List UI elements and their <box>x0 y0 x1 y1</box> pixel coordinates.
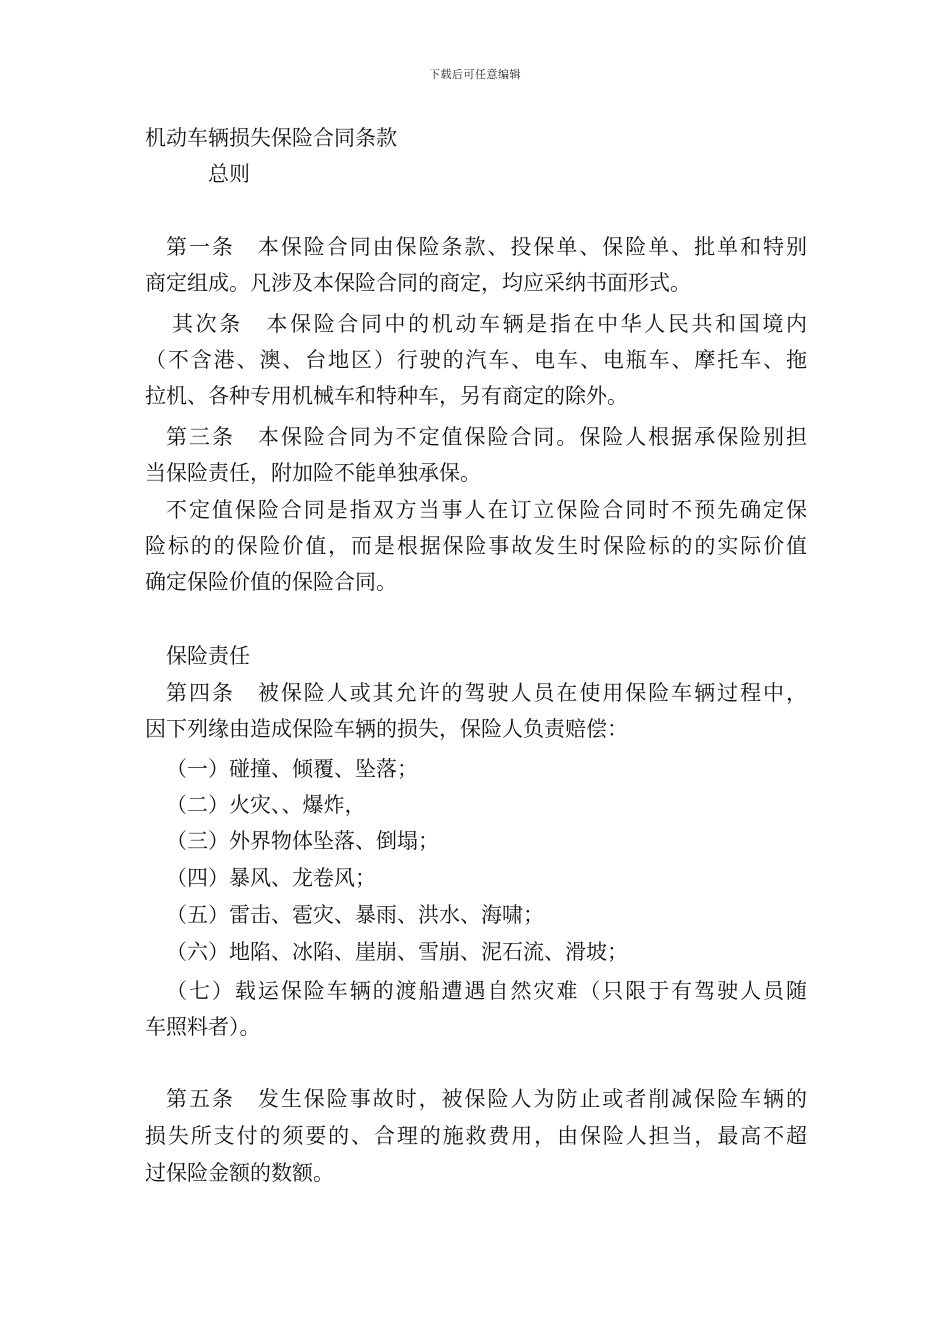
article-1-line-2: 商定组成。凡涉及本保险合同的商定，均应采纳书面形式。 <box>145 271 691 295</box>
list-item: （四）暴风、龙卷风； <box>166 866 376 890</box>
article-1-line-1: 第一条 本保险合同由保险条款、投保单、保险单、批单和特别 <box>166 235 807 259</box>
list-item: （六）地陷、冰陷、崖崩、雪崩、泥石流、滑坡； <box>166 940 628 964</box>
article-5-line-2: 损失所支付的须要的、合理的施救费用，由保险人担当，最高不超 <box>145 1124 807 1148</box>
article-2-line-3: 拉机、各种专用机械车和特种车，另有商定的除外。 <box>145 384 628 408</box>
article-3-para-2-line-2: 险标的的保险价值，而是根据保险事故发生时保险标的的实际价值 <box>145 534 807 558</box>
list-item: （三）外界物体坠落、倒塌； <box>166 829 439 853</box>
article-3-line-2: 当保险责任，附加险不能单独承保。 <box>145 461 481 485</box>
list-item: （一）碰撞、倾覆、坠落； <box>166 757 418 781</box>
section-heading-general: 总则 <box>208 162 250 186</box>
article-4-line-1: 第四条 被保险人或其允许的驾驶人员在使用保险车辆过程中， <box>166 681 807 705</box>
article-3-para-2-line-1: 不定值保险合同是指双方当事人在订立保险合同时不预先确定保 <box>166 498 807 522</box>
article-5-line-3: 过保险金额的数额。 <box>145 1161 334 1185</box>
article-5-line-1: 第五条 发生保险事故时，被保险人为防止或者削减保险车辆的 <box>166 1087 807 1111</box>
list-item: （二）火灾、、爆炸， <box>166 793 366 817</box>
article-2-line-2: （不含港、澳、台地区）行驶的汽车、电车、电瓶车、摩托车、拖 <box>145 348 807 372</box>
page-header: 下载后可任意编辑 <box>429 68 521 81</box>
document-title: 机动车辆损失保险合同条款 <box>145 126 397 150</box>
article-3-line-1: 第三条 本保险合同为不定值保险合同。保险人根据承保险别担 <box>166 425 807 449</box>
list-item: （七）载运保险车辆的渡船遭遇自然灾难（只限于有驾驶人员随 <box>166 979 807 1003</box>
article-2-line-1: 其次条 本保险合同中的机动车辆是指在中华人民共和国境内 <box>172 312 807 336</box>
article-4-line-2: 因下列缘由造成保险车辆的损失，保险人负责赔偿： <box>145 717 628 741</box>
list-item-continuation: 车照料者）。 <box>145 1015 261 1039</box>
list-item: （五）雷击、雹灾、暴雨、洪水、海啸； <box>166 903 544 927</box>
article-3-para-2-line-3: 确定保险价值的保险合同。 <box>145 570 397 594</box>
section-heading-liability: 保险责任 <box>166 644 250 668</box>
